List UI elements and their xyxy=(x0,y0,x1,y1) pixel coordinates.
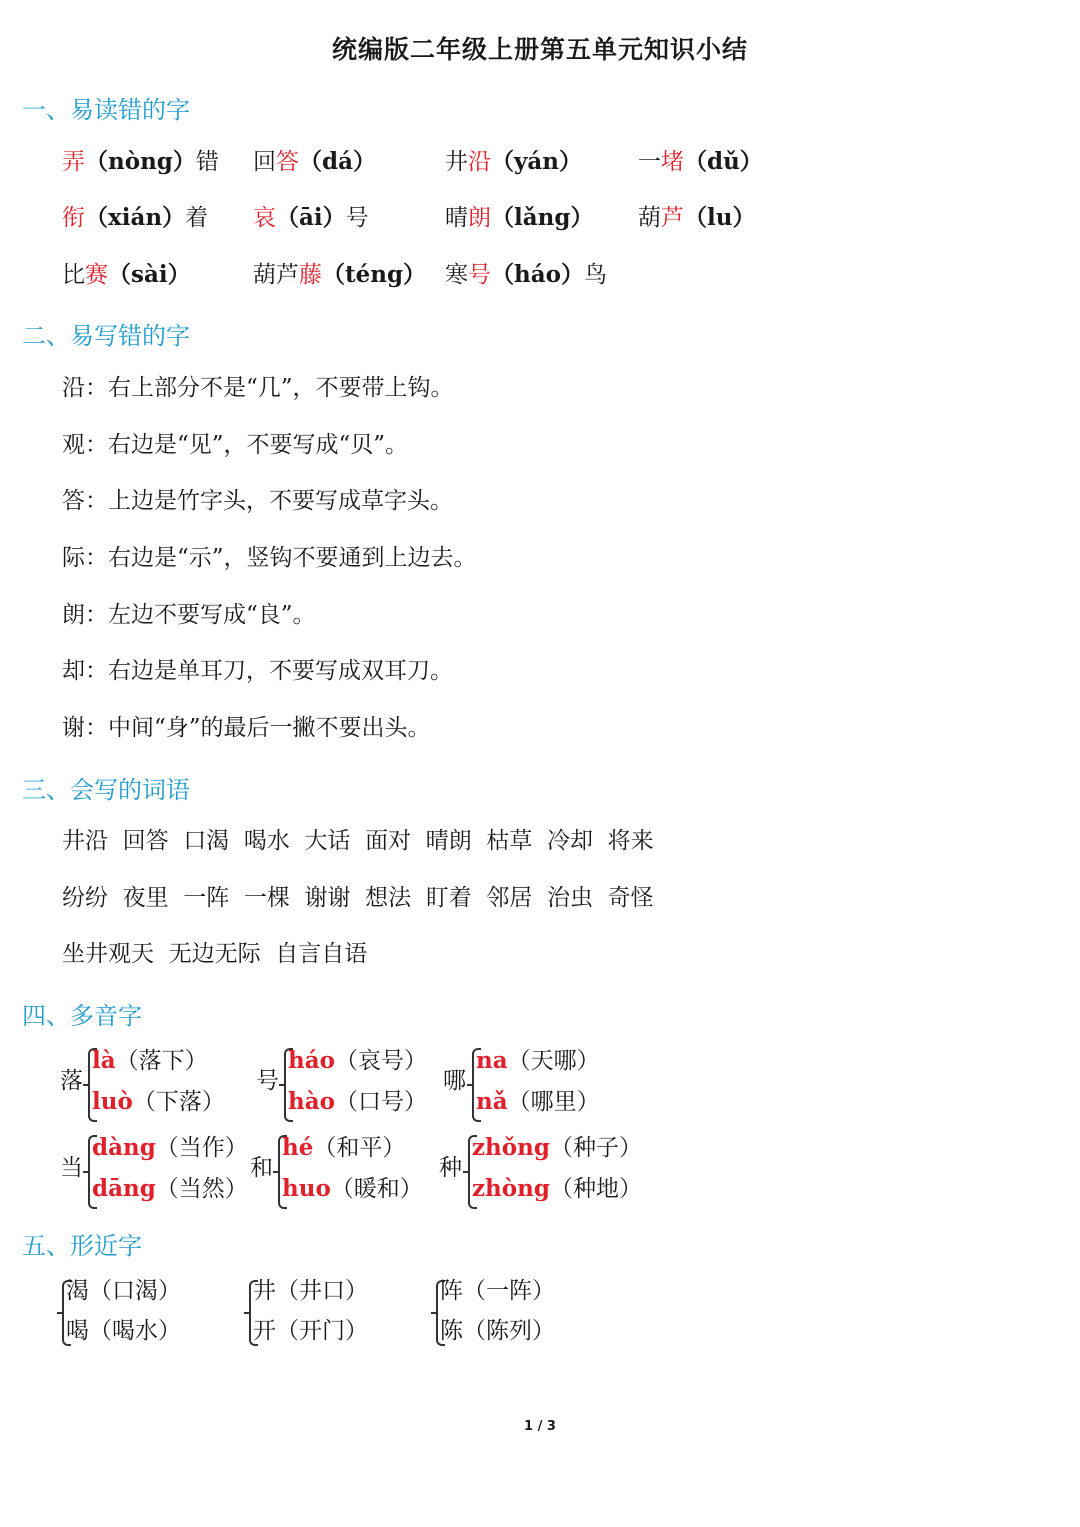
pinyin: là xyxy=(92,1047,116,1074)
similar-item: 渴（口渴） xyxy=(66,1278,181,1304)
pinyin: nǎ xyxy=(476,1088,508,1115)
section-heading-easy-read: 一、易读错的字 xyxy=(22,96,190,124)
example-word: （种地） xyxy=(549,1176,642,1202)
easy-write-item: 朗：左边不要写成“良”。 xyxy=(62,602,316,628)
word-row: 井沿 回答 口渴 喝水 大话 面对 晴朗 枯草 冷却 将来 xyxy=(62,828,654,854)
pinyin: （āi） xyxy=(276,204,346,231)
easy-read-item xyxy=(253,260,426,290)
polyphone-char: 种 xyxy=(439,1155,462,1181)
pinyin: dàng xyxy=(92,1134,156,1161)
example-word: （和平） xyxy=(313,1135,406,1161)
easy-write-item: 观：右边是“见”，不要写成“贝”。 xyxy=(62,432,409,458)
similar-item: 开（开门） xyxy=(253,1318,368,1344)
section-heading-words: 三、会写的词语 xyxy=(22,776,190,804)
pinyin: （lǎng） xyxy=(491,204,594,231)
easy-write-item: 际：右边是“示”，竖钩不要通到上边去。 xyxy=(62,545,477,571)
easy-read-item xyxy=(445,203,593,233)
polyphone-reading xyxy=(282,1133,405,1163)
example-word: （暖和） xyxy=(330,1176,423,1202)
context-char: 葫芦 xyxy=(253,262,299,288)
highlight-char: 赛 xyxy=(85,262,108,288)
context-char: 着 xyxy=(185,205,209,231)
similar-item: 井（井口） xyxy=(253,1278,368,1304)
polyphone-reading xyxy=(288,1087,427,1117)
section-heading-easy-write: 二、易写错的字 xyxy=(22,322,190,350)
pinyin: zhòng xyxy=(472,1175,550,1202)
context-char: 井 xyxy=(445,149,468,175)
page-title: 统编版二年级上册第五单元知识小结 xyxy=(331,35,748,64)
context-char: 号 xyxy=(345,205,369,231)
context-char: 回 xyxy=(253,149,276,175)
highlight-char: 衔 xyxy=(62,205,85,231)
polyphone-reading xyxy=(282,1174,423,1204)
polyphone-reading xyxy=(476,1046,600,1076)
context-char: 比 xyxy=(62,262,85,288)
easy-read-item xyxy=(638,203,755,233)
easy-read-item xyxy=(62,260,191,290)
context-char: 晴 xyxy=(445,205,468,231)
easy-read-item xyxy=(62,203,208,233)
highlight-char: 号 xyxy=(468,262,491,288)
easy-read-item xyxy=(445,260,607,290)
pinyin: hé xyxy=(282,1134,314,1161)
context-char: 鸟 xyxy=(583,262,607,288)
context-char: 寒 xyxy=(445,262,468,288)
section-heading-similar: 五、形近字 xyxy=(22,1232,142,1260)
polyphone-reading xyxy=(472,1133,642,1163)
highlight-char: 藤 xyxy=(299,262,322,288)
word-row: 纷纷 夜里 一阵 一棵 谢谢 想法 盯着 邻居 治虫 奇怪 xyxy=(62,885,654,911)
polyphone-reading xyxy=(92,1174,248,1204)
highlight-char: 哀 xyxy=(253,205,276,231)
polyphone-reading xyxy=(92,1087,225,1117)
example-word: （天哪） xyxy=(507,1048,600,1074)
example-word: （当然） xyxy=(155,1176,248,1202)
polyphone-char: 和 xyxy=(250,1155,273,1181)
polyphone-reading xyxy=(476,1087,600,1117)
pinyin: （dǔ） xyxy=(684,148,763,175)
example-word: （口号） xyxy=(334,1089,427,1115)
pinyin: （lu） xyxy=(684,204,756,231)
easy-read-item xyxy=(253,203,369,233)
context-char: 错 xyxy=(195,149,219,175)
pinyin: hào xyxy=(288,1088,335,1115)
polyphone-char: 哪 xyxy=(443,1068,466,1094)
polyphone-char: 当 xyxy=(60,1155,83,1181)
polyphone-reading xyxy=(92,1046,208,1076)
easy-read-item xyxy=(638,147,763,177)
pinyin: （yán） xyxy=(491,148,582,175)
example-word: （哪里） xyxy=(507,1089,600,1115)
pinyin: （háo） xyxy=(491,261,584,288)
polyphone-reading xyxy=(288,1046,427,1076)
highlight-char: 弄 xyxy=(62,149,85,175)
pinyin: dāng xyxy=(92,1175,156,1202)
pinyin: （sài） xyxy=(108,261,191,288)
polyphone-char: 落 xyxy=(60,1068,83,1094)
pinyin: zhǒng xyxy=(472,1134,550,1161)
context-char: 一 xyxy=(638,149,661,175)
similar-item: 喝（喝水） xyxy=(66,1318,181,1344)
easy-read-item xyxy=(445,147,582,177)
pinyin: （nòng） xyxy=(85,148,196,175)
section-heading-polyphones: 四、多音字 xyxy=(22,1002,142,1030)
easy-write-item: 答：上边是竹字头，不要写成草字头。 xyxy=(62,488,453,514)
easy-read-item xyxy=(253,147,376,177)
word-row: 坐井观天 无边无际 自言自语 xyxy=(62,941,368,967)
example-word: （下落） xyxy=(132,1089,225,1115)
highlight-char: 答 xyxy=(276,149,299,175)
highlight-char: 沿 xyxy=(468,149,491,175)
example-word: （哀号） xyxy=(334,1048,427,1074)
example-word: （种子） xyxy=(549,1135,642,1161)
highlight-char: 堵 xyxy=(661,149,684,175)
pinyin: háo xyxy=(288,1047,335,1074)
easy-write-item: 谢：中间“身”的最后一撇不要出头。 xyxy=(62,715,431,741)
example-word: （当作） xyxy=(155,1135,248,1161)
polyphone-reading xyxy=(472,1174,642,1204)
similar-item: 阵（一阵） xyxy=(440,1278,555,1304)
polyphone-reading xyxy=(92,1133,248,1163)
pinyin: （xián） xyxy=(85,204,186,231)
pinyin: （téng） xyxy=(322,261,427,288)
pinyin: （dá） xyxy=(299,148,376,175)
easy-write-item: 沿：右上部分不是“几”，不要带上钩。 xyxy=(62,375,454,401)
pinyin: huo xyxy=(282,1175,331,1202)
context-char: 葫 xyxy=(638,205,661,231)
pinyin: luò xyxy=(92,1088,133,1115)
polyphone-char: 号 xyxy=(256,1068,279,1094)
easy-write-item: 却：右边是单耳刀，不要写成双耳刀。 xyxy=(62,658,453,684)
example-word: （落下） xyxy=(115,1048,208,1074)
pinyin: na xyxy=(476,1047,508,1074)
page-number: 1 / 3 xyxy=(524,1419,556,1434)
easy-read-item xyxy=(62,147,219,177)
similar-item: 陈（陈列） xyxy=(440,1318,555,1344)
highlight-char: 芦 xyxy=(661,205,684,231)
highlight-char: 朗 xyxy=(468,205,491,231)
